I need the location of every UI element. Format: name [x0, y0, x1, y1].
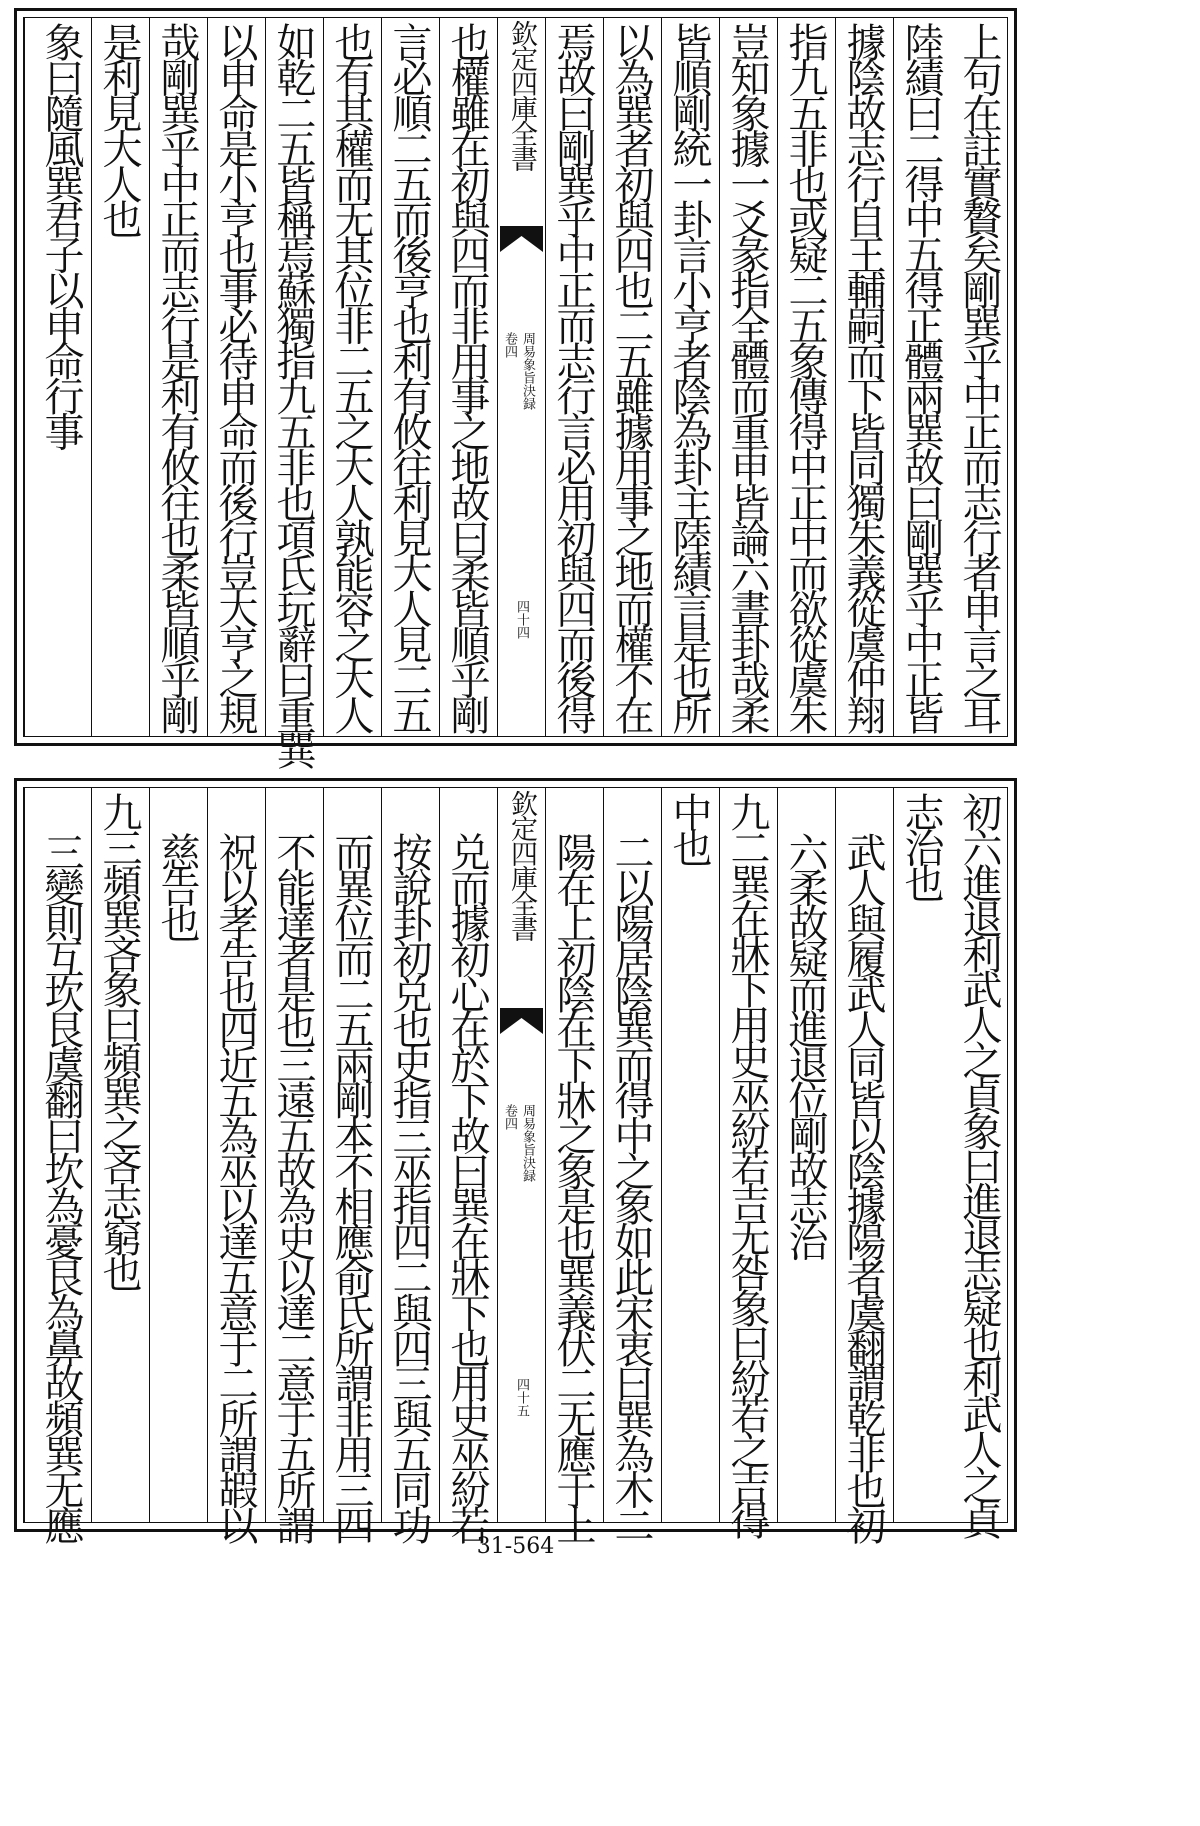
column-text: 言必順二五而後亨也利有攸往利見大人見二五 — [386, 22, 432, 731]
column-text: 不能達者是也三遠五故為史以達二意于五所謂 — [270, 832, 316, 1541]
bottom-leaf — [14, 778, 1017, 1541]
column-text: 初六進退利武人之貞象曰進退志疑也利武人之貞 — [956, 792, 1002, 1536]
text-column — [545, 788, 603, 1541]
column-text: 豈知象據一爻彖指全體而重申皆論六晝卦哉柔 — [724, 22, 770, 731]
column-text: 陽在上初陰在下牀之象是也巽義伏二无應于上 — [550, 832, 596, 1541]
column-text: 據陰故志行自王輔嗣而下皆同獨朱義從虞仲翔 — [840, 22, 886, 731]
text-column — [265, 788, 323, 1541]
text-column — [719, 788, 777, 1536]
column-text: 九三頻巽吝象曰頻巽之吝志窮也 — [96, 792, 142, 1288]
column-text: 三變則互坎艮虞翻曰坎為憂艮為鼻故頻巽无應 — [38, 832, 84, 1541]
text-column — [323, 18, 381, 736]
column-text: 祝以孝告也四近五為巫以達五意于二所謂嘏以 — [212, 832, 258, 1541]
column-text: 如乾二五皆稱焉蘇獨指九五非也項氏玩辭曰重巽 — [270, 22, 316, 766]
volume-label: 卷四 — [502, 332, 517, 358]
center-fold — [497, 18, 545, 736]
column-text: 慈告也 — [154, 832, 200, 939]
text-column — [91, 788, 149, 1522]
page-footer-number: 31-564 — [476, 1534, 555, 1559]
text-column — [661, 18, 719, 736]
text-column — [893, 788, 951, 1522]
column-text: 武人與履武人同皆以陰據陽者虞翻謂乾非也初 — [840, 832, 886, 1541]
text-column — [893, 18, 951, 736]
column-text: 六柔故疑而進退位剛故志治 — [782, 832, 828, 1257]
column-text: 指九五非也或疑二五象傳得中正中而欲從虞朱 — [782, 22, 828, 731]
text-column — [207, 18, 265, 736]
column-text: 兑而據初心在於下故曰巽在牀下也用史巫紛若 — [444, 832, 490, 1541]
column-text: 焉故曰剛巽乎中正而志行言必用初與四而後得 — [550, 22, 596, 731]
text-column — [207, 788, 265, 1541]
text-column — [381, 788, 439, 1541]
column-text: 陸績曰二得中五得正體兩巽故曰剛巽乎中正皆 — [898, 22, 944, 731]
column-text: 中也 — [666, 792, 712, 863]
column-text: 也權雖在初與四而非用事之地故曰柔皆順乎剛 — [444, 22, 490, 731]
text-column — [149, 788, 207, 1522]
page-number: 四十四 — [514, 600, 529, 639]
text-column — [719, 18, 777, 736]
text-column — [661, 788, 719, 1522]
top-leaf-frame — [23, 17, 1008, 766]
column-text: 也有其權而无其位非二五之大人孰能容之大人 — [328, 22, 374, 731]
book-title: 欽定四庫全書 — [506, 790, 537, 940]
column-text: 按說卦初兑也史指三巫指四二與四三與五同功 — [386, 832, 432, 1541]
page-number: 四十五 — [514, 1378, 529, 1417]
text-column — [91, 18, 149, 736]
column-text: 而異位而二五兩剛本不相應俞氏所謂非用三四 — [328, 832, 374, 1541]
book-title: 欽定四庫全書 — [506, 20, 537, 170]
section-title: 周易象旨決録 — [520, 1104, 535, 1182]
column-text: 象曰隨風巽君子以申命行事 — [38, 22, 84, 447]
text-column — [603, 18, 661, 736]
column-text: 以申命是小亨也事必待申命而後行豈大亨之規 — [212, 22, 258, 731]
text-column — [545, 18, 603, 736]
text-column — [24, 788, 91, 1541]
text-column — [265, 18, 323, 766]
column-text: 九二巽在牀下用史巫紛若吉无咎象曰紛若之吉得 — [724, 792, 770, 1536]
text-column — [24, 18, 91, 736]
bottom-leaf-frame — [23, 787, 1008, 1541]
text-column — [381, 18, 439, 736]
text-column — [439, 18, 497, 736]
column-text: 二以陽居陰巽而得中之象如此宋衷曰巽為木二 — [608, 832, 654, 1541]
text-column — [951, 788, 1009, 1536]
text-column — [149, 18, 207, 736]
fishtail-mark — [500, 226, 543, 254]
text-column — [777, 18, 835, 736]
column-text: 哉剛巽乎中正而志行是利有攸往也柔皆順乎剛 — [154, 22, 200, 731]
text-column — [439, 788, 497, 1541]
text-column — [835, 18, 893, 736]
text-column — [323, 788, 381, 1541]
section-title: 周易象旨決録 — [520, 332, 535, 410]
volume-label: 卷四 — [502, 1104, 517, 1130]
text-column — [835, 788, 893, 1541]
top-leaf — [14, 8, 1017, 766]
column-text: 是利見大人也 — [96, 22, 142, 235]
column-text: 上句在註實贅矣剛巽乎中正而志行者申言之耳 — [956, 22, 1002, 731]
center-fold — [497, 788, 545, 1522]
text-column — [777, 788, 835, 1522]
text-column — [951, 18, 1009, 736]
text-column — [603, 788, 661, 1541]
column-text: 志治也 — [898, 792, 944, 899]
column-text: 皆順剛統一卦言小亨者陰為卦主陸績言是也所 — [666, 22, 712, 731]
column-text: 以為巽者初與四也二五雖據用事之地而權不在 — [608, 22, 654, 731]
fishtail-mark — [500, 1008, 543, 1036]
